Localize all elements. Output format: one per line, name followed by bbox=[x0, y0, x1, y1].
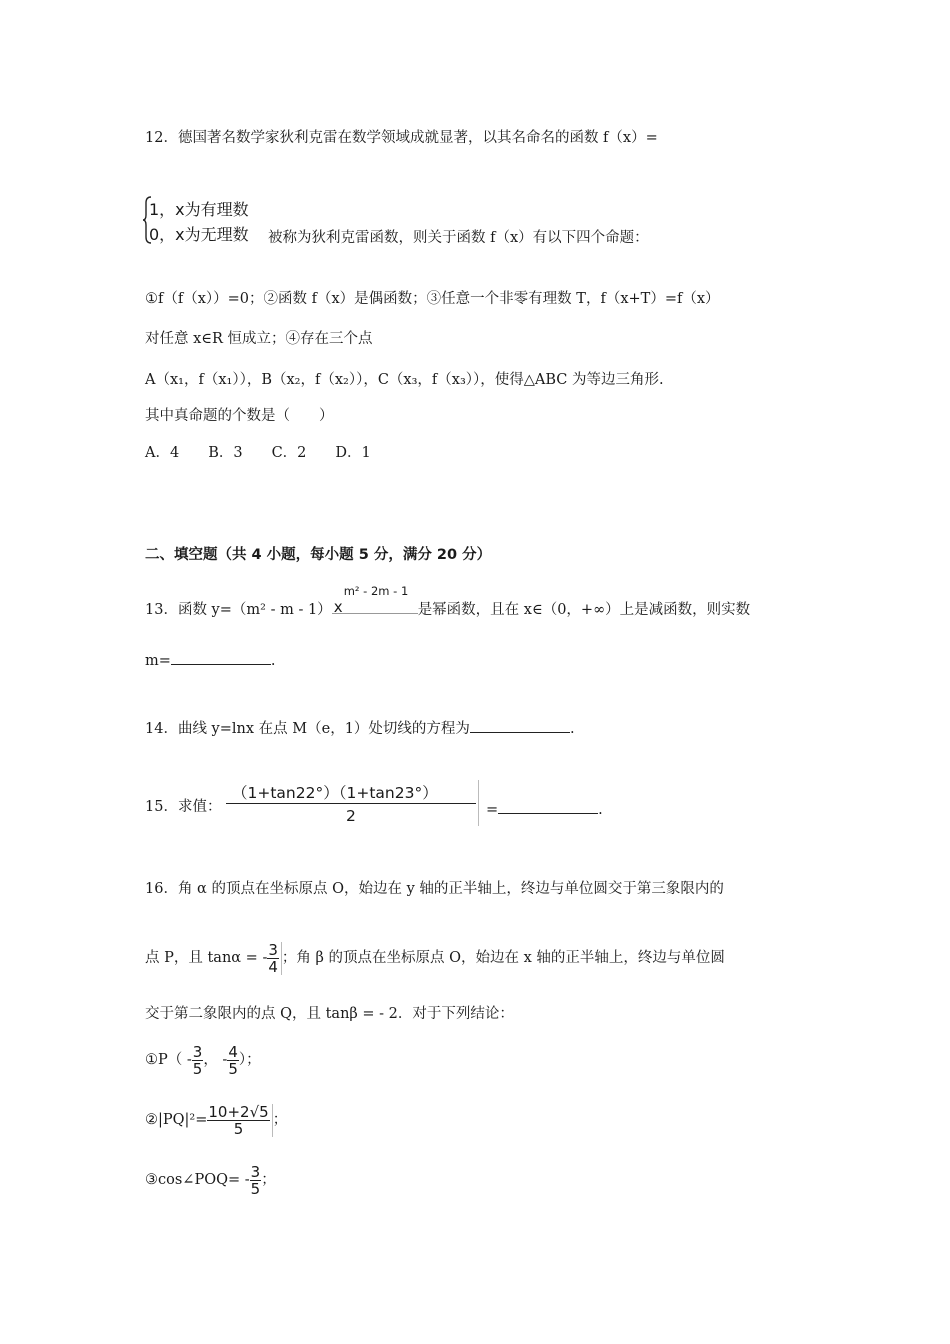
c3-denominator: 5 bbox=[250, 1179, 261, 1198]
c2-prefix: ②|PQ|²= bbox=[145, 1112, 208, 1128]
piecewise-case-rational: 1，x为有理数 bbox=[149, 200, 249, 219]
q15-prefix: 15．求值： bbox=[145, 799, 222, 815]
q12-line6: 其中真命题的个数是（ ） bbox=[145, 408, 334, 424]
c1-numerator-2: 4 bbox=[228, 1042, 238, 1061]
q16-line2 bbox=[145, 938, 725, 978]
q12-line3: ①f（f（x））=0；②函数 f（x）是偶函数；③任意一个非零有理数 T，f（x+T）=f（x） bbox=[145, 291, 720, 307]
tan-alpha-denominator: 4 bbox=[268, 957, 278, 976]
q15-period: . bbox=[598, 802, 603, 818]
q14-text: 14．曲线 y=lnx 在点 M（e，1）处切线的方程为 bbox=[145, 721, 470, 737]
q13-power-exponent: m² - 2m - 1 bbox=[343, 584, 409, 598]
piecewise-case-irrational: 0，x为无理数 bbox=[149, 225, 249, 244]
q14-answer-blank[interactable] bbox=[470, 716, 570, 733]
q12-line1: 12．德国著名数学家狄利克雷在数学领域成就显著，以其名命名的函数 f（x）= bbox=[145, 130, 658, 146]
q15-divider bbox=[478, 780, 479, 826]
q12-line5: A（x₁，f（x₁）），B（x₂，f（x₂）），C（x₃，f（x₃）），使得△ABC 为等边三角形. bbox=[145, 372, 664, 388]
tan-alpha-fraction bbox=[267, 942, 282, 975]
tan-alpha-numerator: 3 bbox=[268, 940, 278, 959]
q16-line1: 16．角 α 的顶点在坐标原点 O，始边在 y 轴的正半轴上，终边与单位圆交于第三象限内的 bbox=[145, 881, 724, 897]
q16-conclusion-2 bbox=[145, 1098, 287, 1142]
c3-end: ； bbox=[261, 1172, 276, 1188]
q12-line2: 被称为狄利克雷函数，则关于函数 f（x）有以下四个命题： bbox=[268, 230, 649, 246]
c2-numerator: 10+2√5 bbox=[208, 1102, 269, 1121]
q13-answer-blank[interactable] bbox=[171, 648, 271, 665]
q16-line2-b: ；角 β 的顶点在坐标原点 O，始边在 x 轴的正半轴上，终边与单位圆 bbox=[281, 950, 725, 966]
c1-numerator-1: 3 bbox=[192, 1042, 203, 1061]
q16-line3: 交于第二象限内的点 Q，且 tanβ = - 2．对于下列结论： bbox=[145, 1006, 514, 1022]
c2-fraction bbox=[207, 1104, 272, 1137]
q15-numerator: （1+tan22°）（1+tan23°） bbox=[232, 784, 438, 802]
c3-fraction bbox=[250, 1164, 262, 1197]
q13-suffix: 是幂函数，且在 x∈（0，+∞）上是减函数，则实数 bbox=[417, 602, 751, 618]
c1-mid: ， - bbox=[203, 1052, 228, 1068]
c1-denominator-2: 5 bbox=[228, 1059, 238, 1078]
q16-conclusion-1 bbox=[145, 1040, 261, 1080]
q13-period: . bbox=[270, 653, 276, 669]
q12-line4: 对任意 x∈R 恒成立；④存在三个点 bbox=[145, 331, 373, 347]
c1-end: ）； bbox=[238, 1052, 261, 1068]
c1-prefix: ①P（ - bbox=[145, 1052, 192, 1068]
q13-line1 bbox=[145, 584, 751, 620]
piecewise-definition bbox=[143, 195, 268, 245]
q14-line bbox=[145, 716, 575, 739]
c3-prefix: ③cos∠POQ= - bbox=[145, 1172, 250, 1188]
q15-answer-line bbox=[486, 797, 603, 820]
q13-prefix: 13．函数 y=（m² - m - 1） bbox=[145, 602, 332, 618]
q13-line2 bbox=[145, 648, 276, 671]
section-heading: 二、填空题（共 4 小题，每小题 5 分，满分 20 分） bbox=[145, 547, 492, 563]
q15-answer-blank[interactable] bbox=[498, 797, 598, 814]
c1-fraction-1 bbox=[192, 1044, 204, 1077]
c2-denominator: 5 bbox=[233, 1119, 244, 1138]
q15-denominator: 2 bbox=[346, 807, 356, 825]
c1-denominator-1: 5 bbox=[192, 1059, 203, 1078]
q13-power-base: x bbox=[333, 598, 343, 616]
q16-line2-a: 点 P，且 tanα = - bbox=[145, 950, 268, 966]
q13-power-expression bbox=[332, 584, 418, 616]
q15-fraction-bar bbox=[226, 803, 476, 804]
q12-options: A．4 B．3 C．2 D．1 bbox=[145, 445, 371, 461]
c3-numerator: 3 bbox=[250, 1162, 261, 1181]
q15-fraction bbox=[226, 780, 481, 828]
q14-period: . bbox=[569, 721, 575, 737]
c2-end: ； bbox=[272, 1112, 288, 1128]
q13-m-label: m= bbox=[145, 653, 171, 669]
c1-fraction-2 bbox=[227, 1044, 239, 1077]
q15-equals: = bbox=[486, 802, 499, 818]
q16-conclusion-3 bbox=[145, 1160, 276, 1200]
